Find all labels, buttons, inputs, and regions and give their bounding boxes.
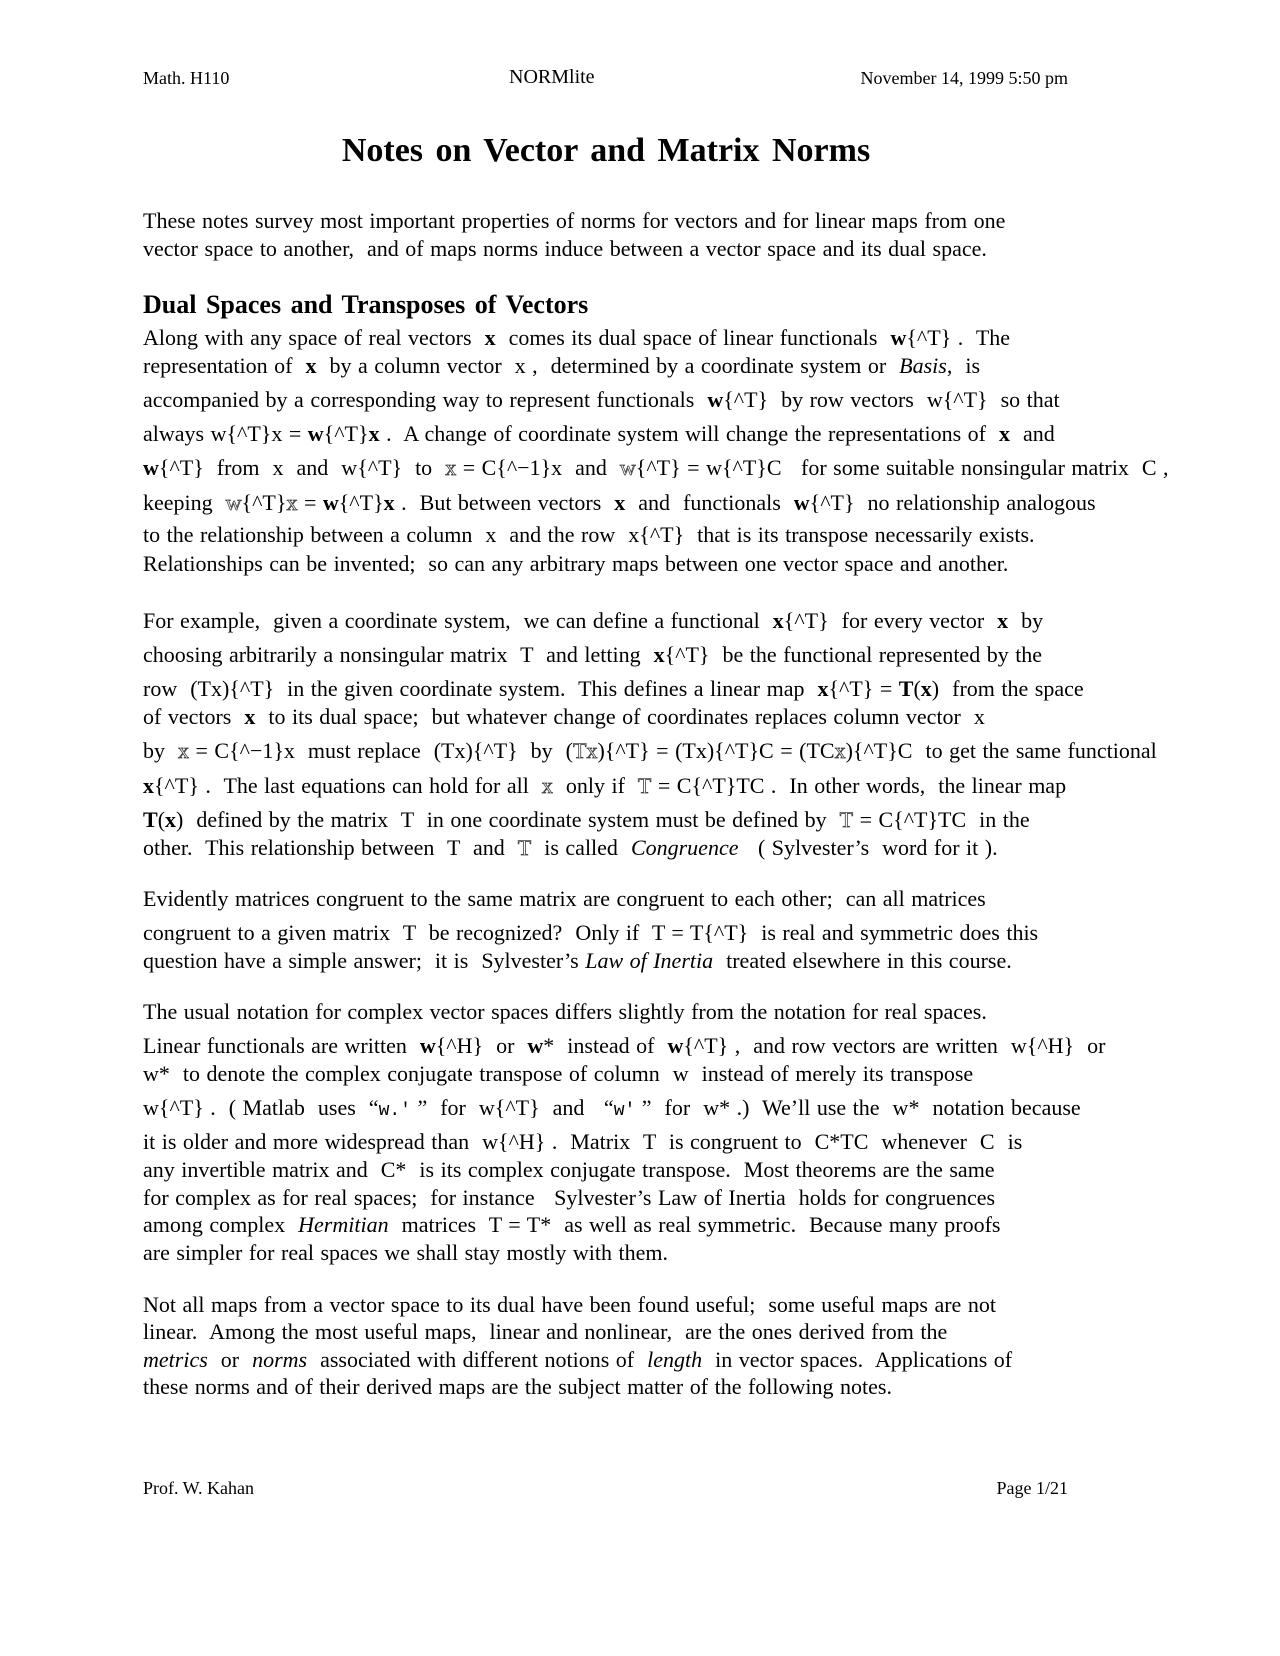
paragraph-3-line: Evidently matrices congruent to the same matrix are congruent to each other; can all matrices	[143, 886, 986, 911]
paragraph-2-line: of vectors x to its dual space; but whatever change of coordinates replaces column vector x	[143, 704, 985, 729]
header-course: Math. H110	[143, 68, 230, 88]
paragraph-5-line: linear. Among the most useful maps, linear and nonlinear, are the ones derived from the	[143, 1319, 948, 1344]
footer-page-number: Page 1/21	[996, 1478, 1068, 1498]
paragraph-4-line: w* to denote the complex conjugate transpose of column w instead of merely its transpose	[143, 1061, 974, 1086]
paragraph-1-line: representation of x by a column vector x , determined by a coordinate system or Basis, is	[143, 353, 981, 378]
paragraph-4-line: it is older and more widespread than w{^H} . Matrix T is congruent to C*TC whenever C is	[143, 1129, 1023, 1154]
paragraph-1-line: to the relationship between a column x and the row x{^T} that is its transpose necessarily exists.	[143, 522, 1035, 547]
footer-author: Prof. W. Kahan	[143, 1478, 254, 1498]
paragraph-1-line: accompanied by a corresponding way to represent functionals w{^T} by row vectors w{^T} so that	[143, 387, 1060, 412]
paragraph-2-line: For example, given a coordinate system, we can define a functional x{^T} for every vector x by	[143, 608, 1044, 633]
page-title: Notes on Vector and Matrix Norms	[341, 132, 871, 169]
paragraph-1-line: w{^T} from x and w{^T} to x = C{^−1}x and w{^T} = w{^T}C for some suitable nonsingular matrix C ,	[143, 455, 1169, 480]
paragraph-1-line: keeping w{^T}x = w{^T}x . But between vectors x and functionals w{^T} no relationship analogous	[143, 490, 1096, 515]
paragraph-2-line: other. This relationship between T and T is called Congruence ( Sylvester’s word for it ).	[143, 835, 998, 860]
intro-line: These notes survey most important properties of norms for vectors and for linear maps from one	[143, 208, 1006, 233]
paragraph-5-line: these norms and of their derived maps are the subject matter of the following notes.	[143, 1374, 892, 1399]
paragraph-4-line: The usual notation for complex vector spaces differs slightly from the notation for real spaces.	[143, 999, 987, 1024]
paragraph-5-line: Not all maps from a vector space to its dual have been found useful; some useful maps are not	[143, 1292, 996, 1317]
paragraph-2-line: x{^T} . The last equations can hold for all x only if T = C{^T}TC . In other words, the linear map	[143, 773, 1067, 798]
paragraph-4-line: Linear functionals are written w{^H} or w* instead of w{^T} , and row vectors are written w{^H} or	[143, 1033, 1106, 1058]
paragraph-1-line: Along with any space of real vectors x comes its dual space of linear functionals w{^T} . The	[143, 325, 1011, 350]
paragraph-2-line: T(x) defined by the matrix T in one coordinate system must be defined by T = C{^T}TC in the	[143, 807, 1030, 832]
paragraph-5-line: metrics or norms associated with different notions of length in vector spaces. Applications of	[143, 1347, 1013, 1372]
paragraph-3-line: congruent to a given matrix T be recognized? Only if T = T{^T} is real and symmetric does this	[143, 920, 1039, 945]
paragraph-3-line: question have a simple answer; it is Sylvester’s Law of Inertia treated elsewhere in this course.	[143, 948, 1012, 973]
section-heading: Dual Spaces and Transposes of Vectors	[143, 290, 589, 319]
paragraph-2-line: row (Tx){^T} in the given coordinate system. This defines a linear map x{^T} = T(x) from the space	[143, 676, 1084, 701]
header-date: November 14, 1999 5:50 pm	[860, 68, 1068, 88]
paragraph-4-line: for complex as for real spaces; for instance Sylvester’s Law of Inertia holds for congruences	[143, 1185, 996, 1210]
paragraph-2-line: by x = C{^−1}x must replace (Tx){^T} by (Tx){^T} = (Tx){^T}C = (TCx){^T}C to get the same functional	[143, 738, 1157, 763]
paragraph-4-line: w{^T} . ( Matlab uses “w.' ” for w{^T} and “w' ” for w* .) We’ll use the w* notation because	[143, 1095, 1081, 1121]
paragraph-4-line: any invertible matrix and C* is its complex conjugate transpose. Most theorems are the same	[143, 1157, 995, 1182]
paragraph-4-line: among complex Hermitian matrices T = T* as well as real symmetric. Because many proofs	[143, 1212, 1001, 1237]
header-doc-name: NORMlite	[509, 66, 595, 88]
paragraph-4-line: are simpler for real spaces we shall stay mostly with them.	[143, 1240, 669, 1265]
paragraph-1-line: always w{^T}x = w{^T}x . A change of coordinate system will change the representations of x and	[143, 421, 1055, 446]
paragraph-2-line: choosing arbitrarily a nonsingular matrix T and letting x{^T} be the functional represented by the	[143, 642, 1043, 667]
paragraph-1-line: Relationships can be invented; so can any arbitrary maps between one vector space and another.	[143, 551, 1009, 576]
intro-line: vector space to another, and of maps norms induce between a vector space and its dual space.	[143, 236, 987, 261]
